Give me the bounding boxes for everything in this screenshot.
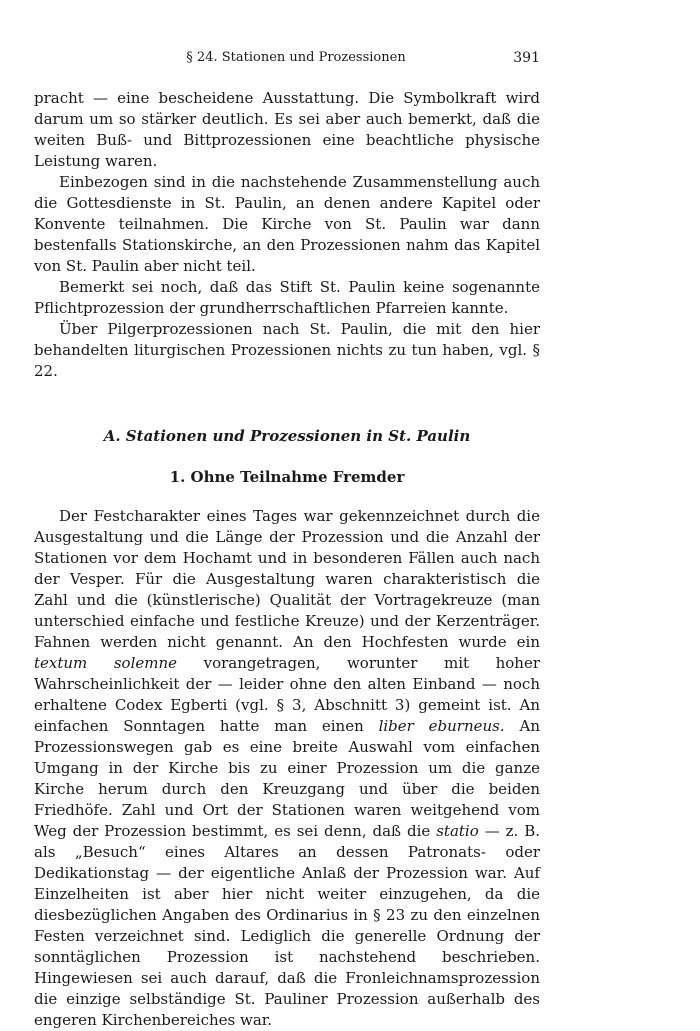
italic-term: statio (436, 822, 479, 840)
subsection-heading: 1. Ohne Teilnahme Fremder (169, 468, 405, 486)
text-run: — z. B. als „Besuch“ eines Altares an dessen Patronats- oder Dedikationstag — der eigentliche Anlaß der Prozession war. Auf Einzelheiten ist aber hier nicht weiter einzugehen, da die diesbezüglichen Angaben des Ordinarius in § 23 zu den einzelnen Festen verzeichnet sind. Lediglich die generelle Ordnung der sonntäglichen Prozession ist nachstehend beschrieben. Hingewiesen sei auch darauf, daß die Fronleichnamsprozession die einzige selbständige St. Pauliner Prozession außerhalb des engeren Kirchenbereiches war. (34, 822, 540, 1029)
italic-term: liber eburneus. (378, 717, 505, 735)
page-body (34, 88, 540, 1031)
page-number: 391 (513, 50, 540, 66)
running-title: § 24. Stationen und Prozessionen (186, 50, 406, 65)
paragraph-pilgerprozessionen: Über Pilgerprozessionen nach St. Paulin, die mit den hier behandelten liturgischen Prozessionen nichts zu tun haben, vgl. § 22. (34, 320, 540, 380)
text-run: Der Festcharakter eines Tages war gekennzeichnet durch die Ausgestaltung und die Länge der Prozession und die Anzahl der Stationen vor dem Hochamt und in besonderen Fällen auch nach der Vesper. Für die Ausgestaltung waren charakteristisch die Zahl und die (künstlerische) Qualität der Vortragekreuze (man unterschied einfache und festliche Kreuze) und der Kerzenträger. Fahnen werden nicht genannt. An den Hochfesten wurde ein (34, 507, 540, 651)
paragraph-continuation: pracht — eine bescheidene Ausstattung. Die Symbolkraft wird darum um so stärker deutlich. Es sei aber auch bemerkt, daß die weiten Buß- und Bittprozessionen eine beachtliche physische Leistung waren. (34, 89, 540, 170)
paragraph-pflichtprozession: Bemerkt sei noch, daß das Stift St. Paulin keine sogenannte Pflichtprozession der grundherrschaftlichen Pfarreien kannte. (34, 278, 540, 317)
section-heading: A. Stationen und Prozessionen in St. Paulin (103, 427, 471, 445)
text-run: An Prozessionswegen gab es eine breite Auswahl vom einfachen Umgang in der Kirche bis zu einer Prozession um die ganze Kirche herum durch den Kreuzgang und über die beiden Friedhöfe. Zahl und Ort der Stationen waren weitgehend vom Weg der Prozession bestimmt, es sei denn, daß die (34, 717, 540, 840)
text-run: vorangetragen, worunter mit hoher Wahrscheinlichkeit der — leider ohne den alten Einband — noch erhaltene Codex Egberti (vgl. § 3, Abschnitt 3) gemeint ist. An einfachen Sonntagen hatte man einen (34, 654, 540, 735)
paragraph-gottesdienste: Einbezogen sind in die nachstehende Zusammenstellung auch die Gottesdienste in St. Paulin, an denen andere Kapitel oder Konvente teilnahmen. Die Kirche von St. Paulin war dann bestenfalls Stationskirche, an den Prozessionen nahm das Kapitel von St. Paulin aber nicht teil. (34, 173, 540, 275)
italic-term: textum solemne (34, 654, 178, 672)
running-head (34, 48, 540, 68)
paragraph-festcharakter (34, 506, 540, 1031)
